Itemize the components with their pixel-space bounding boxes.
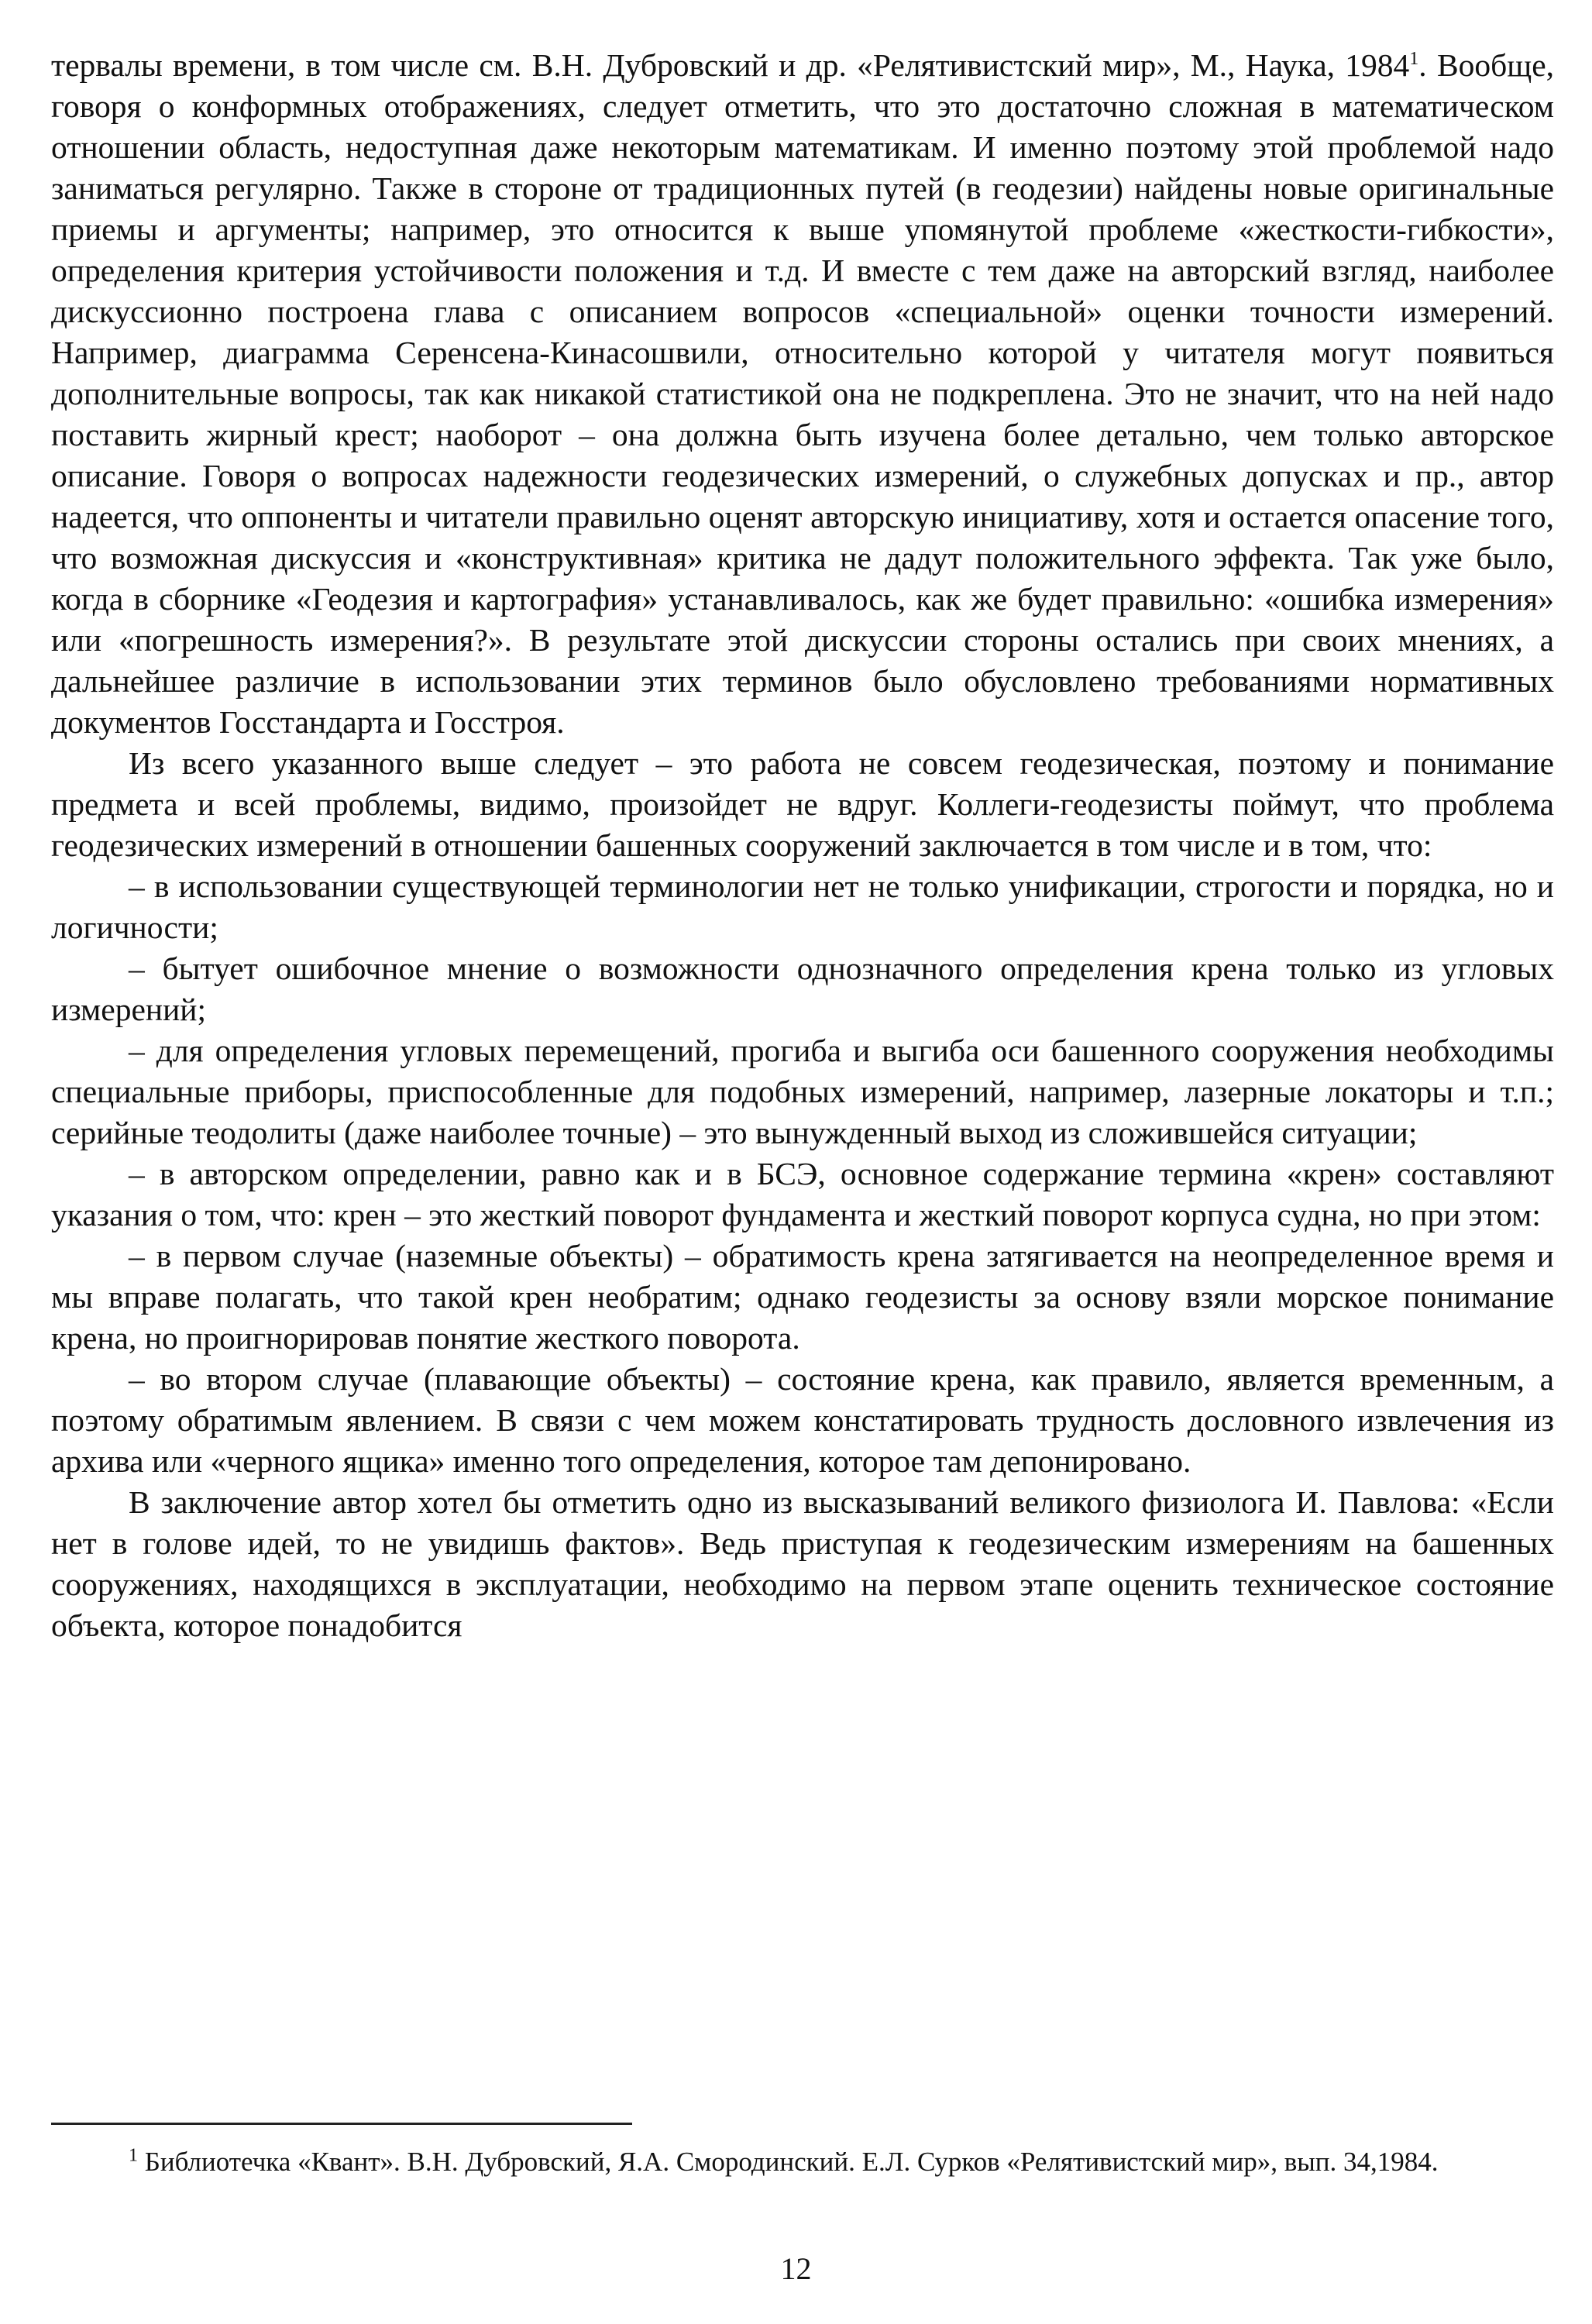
footnote-divider [51, 2123, 632, 2125]
list-item: – для определения угловых перемещений, прогиба и выгиба оси башенного сооружения необходимы специальные приборы, приспособленные для подобных измерений, например, лазерные локаторы и т.п.; серийные теодолиты (даже наиболее точные) – это вынужденный выход из сложившейся ситуации; [51, 1033, 1554, 1150]
paragraph-2: Из всего указанного выше следует – это работа не совсем геодезическая, поэтому и понимание предмета и всей проблемы, видимо, произойдет не вдруг. Коллеги-геодезисты поймут, что проблема геодезических измерений в отношении башенных сооружений заключается в том числе и в том, что: [51, 745, 1554, 863]
closing-paragraph: В заключение автор хотел бы отметить одно из высказываний великого физиолога И. Павлова: «Если нет в голове идей, то не увидишь фактов». Ведь приступая к геодезическим измерениям на башенных сооружениях, находящихся в эксплуатации, необходимо на первом этапе оценить техническое состояние объекта, которое понадобится [51, 1484, 1554, 1643]
paragraph-1-start: тервалы времени, в том числе см. В.Н. Дубровский и др. «Релятивистский мир», М., Наука, 1984 [51, 47, 1410, 83]
footnote-reference[interactable]: 1 [1409, 49, 1419, 70]
list-item: – во втором случае (плавающие объекты) – состояние крена, как правило, является временным, а поэтому обратимым явлением. В связи с чем можем констатировать трудность дословного извлечения из архива или «черного ящика» именно того определения, которое там депонировано. [51, 1361, 1554, 1479]
paragraph-1-rest: . Вообще, говоря о конформных отображениях, следует отметить, что это достаточно сложная в математическом отношении область, недоступная даже некоторым математикам. И именно поэтому этой проблемой надо заниматься регулярно. Также в стороне от традиционных путей (в геодезии) найдены новые оригинальные приемы и аргументы; например, это относится к выше упомянутой проблеме «жесткости-гибкости», определения критерия устойчивости положения и т.д. И вместе с тем даже на авторский взгляд, наиболее дискуссионно построена глава с описанием вопросов «специальной» оценки точности измерений. Например, диаграмма Серенсена-Кинасошвили, относительно которой у читателя могут появиться дополнительные вопросы, так как никакой статистикой она не подкреплена. Это не значит, что на ней надо поставить жирный крест; наоборот – она должна быть изучена более детально, чем только авторское описание. Говоря о вопросах надежности геодезических измерений, о служебных допусках и пр., автор надеется, что оппоненты и читатели правильно оценят авторскую инициативу, хотя и остается опасение того, что возможная дискуссия и «конструктивная» критика не дадут положительного эффекта. Так уже было, когда в сборнике «Геодезия и картография» устанавливалось, как же будет правильно: «ошибка измерения» или «погрешность измерения?». В результате этой дискуссии стороны остались при своих мнениях, а дальнейшее различие в использовании этих терминов было обусловлено требованиями нормативных документов Госстандарта и Госстроя. [51, 47, 1554, 740]
list-item: – в авторском определении, равно как и в БСЭ, основное содержание термина «крен» составляют указания о том, что: крен – это жесткий поворот фундамента и жесткий поворот корпуса судна, но при этом: [51, 1156, 1554, 1232]
footnote-marker: 1 [129, 2145, 138, 2166]
list-item: – в первом случае (наземные объекты) – обратимость крена затягивается на неопределенное время и мы вправе полагать, что такой крен необратим; однако геодезисты за основу взяли морское понимание крена, но проигнорировав понятие жесткого поворота. [51, 1238, 1554, 1356]
page-number: 12 [780, 2251, 812, 2286]
page-body [51, 45, 1554, 1646]
paragraph-1 [51, 45, 1554, 743]
footnote [51, 2144, 1554, 2180]
list-item: – в использовании существующей терминологии нет не только унификации, строгости и порядка, но и логичности; [51, 868, 1554, 945]
list-item: – бытует ошибочное мнение о возможности однозначного определения крена только из угловых измерений; [51, 951, 1554, 1027]
footnote-text: Библиотечка «Квант». В.Н. Дубровский, Я.А. Смородинский. Е.Л. Сурков «Релятивистский мир», вып. 34,1984. [144, 2147, 1439, 2177]
